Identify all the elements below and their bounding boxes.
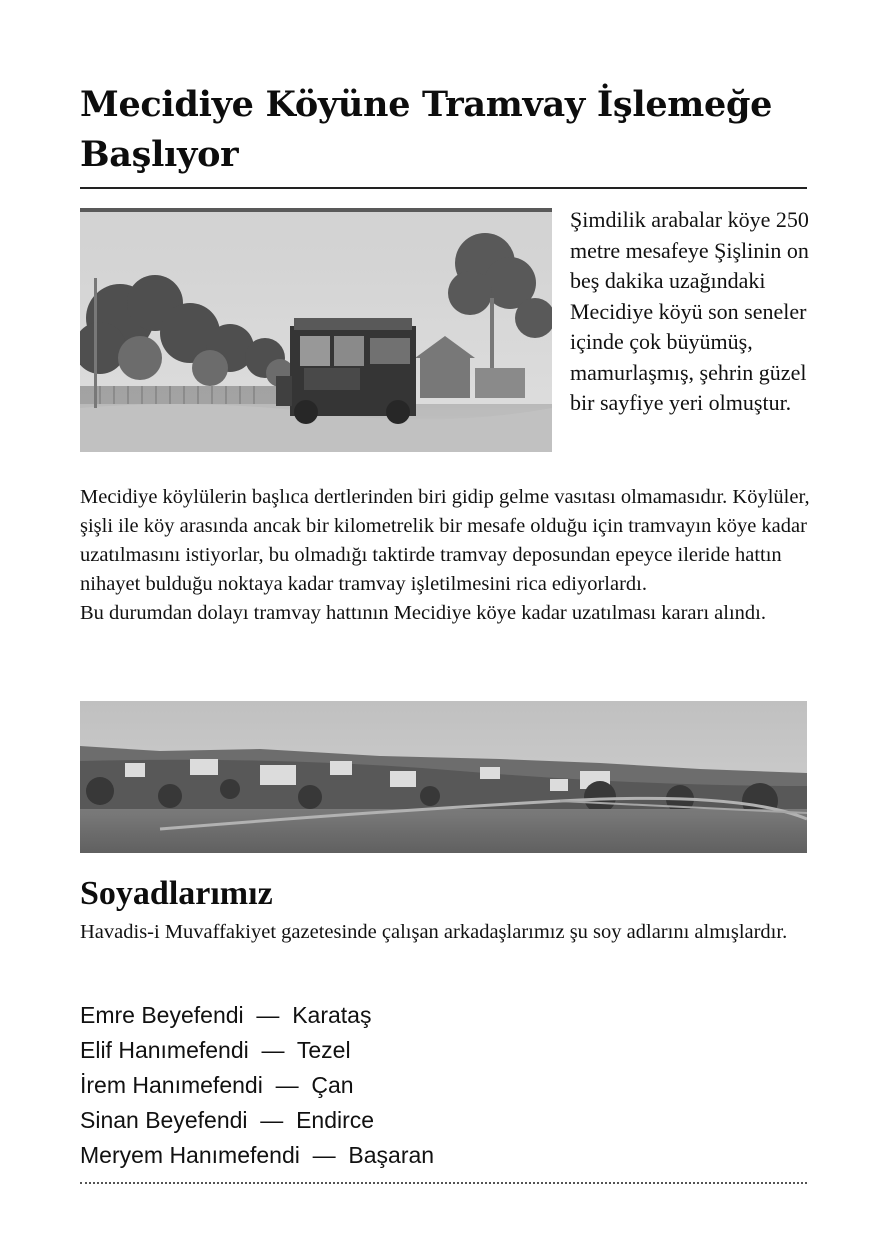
side-paragraph: Şimdilik arabalar köye 250 metre mesafeye Şişlinin on beş dakika uzağındaki Mecidiye köyü son seneler içinde çok büyümüş, mamurlaşmış, şehrin güzel bir sayfiye yeri olmuştur. [570,207,809,415]
article-paragraph-2: Bu durumdan dolayı tramvay hattının Mecidiye köye kadar uzatılması kararı alındı. [80,602,766,624]
surnames-title: Soyadlarımız [80,875,273,912]
footer-dotted-divider [80,1182,807,1184]
article-headline: Mecidiye Köyüne Tramvay İşlemeğe Başlıyor [80,84,773,175]
headline-divider [80,187,807,189]
article-body [80,483,810,628]
village-panorama-photo [80,701,807,853]
surnames-intro: Havadis-i Muvaffakiyet gazetesinde çalışan arkadaşlarımız şu soy adlarını almışlardır. [80,921,788,943]
surname-entry: Elif Hanımefendi — Tezel [80,1037,351,1063]
bus-photo [80,208,552,452]
article-paragraph-1: Mecidiye köylülerin başlıca dertlerinden biri gidip gelme vasıtası olmamasıdır. Köylüler, şişli ile köy arasında ancak bir kilometrelik bir mesafe olduğu için tramvayın köye kadar uzatılmasını istiyorlar, bu olmadığı taktirde tramvay deposundan epeyce ileride hattın nihayet bulduğu noktaya kadar tramvay işletilmesini rica ediyorlardı. [80,486,810,595]
surname-entry: Sinan Beyefendi — Endirce [80,1107,375,1133]
surnames-list [80,998,434,1173]
surname-entry: İrem Hanımefendi — Çan [80,1072,354,1098]
surname-entry: Meryem Hanımefendi — Başaran [80,1142,435,1168]
surname-entry: Emre Beyefendi — Karataş [80,1002,372,1028]
